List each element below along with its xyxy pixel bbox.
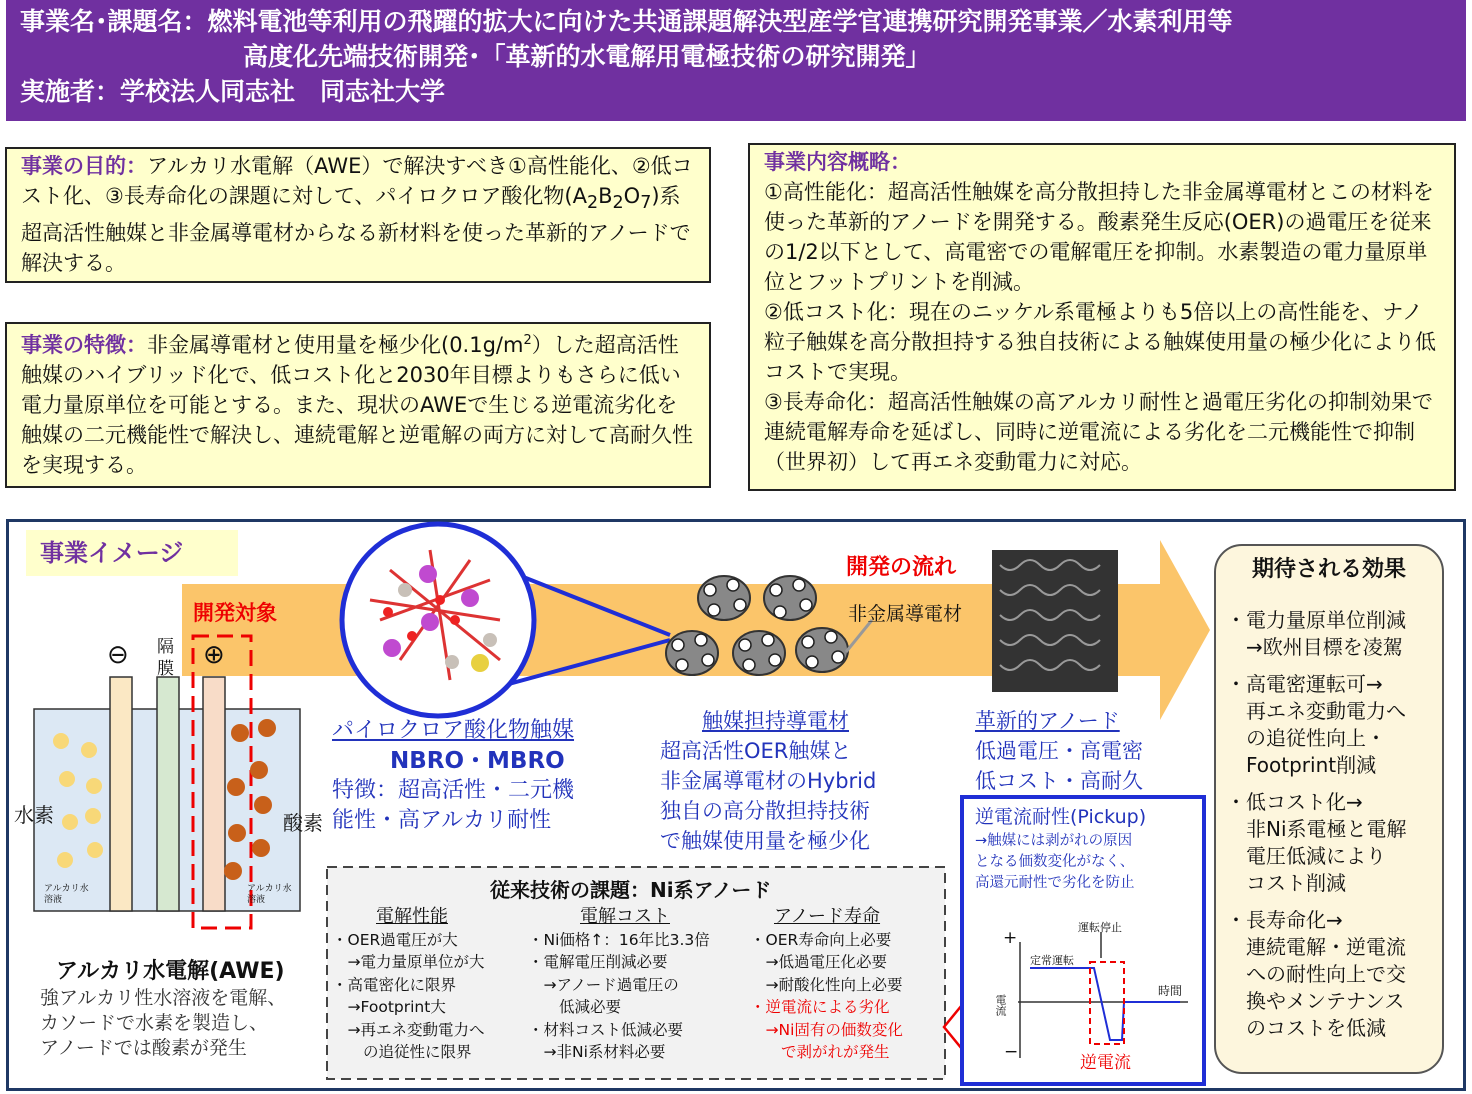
effects-box xyxy=(1214,544,1444,1074)
sub-2b: 2 xyxy=(612,193,624,214)
reverse-desc xyxy=(975,803,1199,894)
image-title: 事業イメージ xyxy=(26,530,238,576)
support-line-4: で触媒使用量を極少化 xyxy=(660,829,870,853)
overview-p2: ②低コスト化：現在のニッケル系電極よりも5倍以上の高性能を、ナノ粒子触媒を高分散担持する独自技術による触媒使用量の極少化により低コストで実現。 xyxy=(764,300,1436,384)
oxygen-label: 酸素 xyxy=(283,811,323,835)
purpose-label: 事業の目的： xyxy=(21,154,147,178)
sub-2a: 2 xyxy=(586,193,599,214)
graph-reverse: 逆電流 xyxy=(1080,1053,1131,1073)
support-title: 触媒担持導電材 xyxy=(702,709,849,733)
issues-col-3-head: アノード寿命 xyxy=(774,906,881,927)
anode-line-1: 低過電圧・高電密 xyxy=(975,739,1143,763)
issue-2-6: →非Ni系材料必要 xyxy=(528,1043,666,1061)
anode-title: 革新的アノード xyxy=(975,709,1120,733)
purpose-o: O xyxy=(623,184,641,208)
reverse-line-2: となる価数変化がなく、 xyxy=(975,854,1135,870)
graph-plus: + xyxy=(1003,928,1018,948)
graph-current: 電流 xyxy=(994,994,1007,1016)
effect-4-1: ・長寿命化→ xyxy=(1226,908,1343,932)
issues-col-1-head: 電解性能 xyxy=(376,906,448,927)
reverse-line-3: 高還元耐性で劣化を防止 xyxy=(975,875,1135,891)
awe-desc xyxy=(40,986,286,1061)
awe-desc-2: カソードで水素を製造し、 xyxy=(40,1012,269,1034)
graph-stop: 運転停止 xyxy=(1078,921,1122,934)
effect-3 xyxy=(1226,789,1432,897)
issue-3-6: で剥がれが発生 xyxy=(750,1043,890,1061)
target-label: 開発対象 xyxy=(193,597,277,627)
issue-1-4: →Footprint大 xyxy=(332,998,446,1016)
anode xyxy=(203,677,225,911)
issue-1-3: ・高電密化に限界 xyxy=(332,975,457,994)
support-line-2: 非金属導電材のHybrid xyxy=(660,769,877,793)
header-line1: 事業名･課題名：燃料電池等利用の飛躍的拡大に向けた共通課題解決型産学官連携研究開発事業／水素利用等 xyxy=(20,7,1233,36)
support-line-1: 超高活性OER触媒と xyxy=(660,739,852,763)
catalyst-desc xyxy=(332,716,574,836)
support-desc xyxy=(660,706,876,856)
issue-3-3: →耐酸化性向上必要 xyxy=(750,975,903,994)
flow-label: 開発の流れ xyxy=(846,555,957,580)
effect-3-4: コスト削減 xyxy=(1226,871,1346,895)
cathode xyxy=(110,677,132,911)
anode-desc xyxy=(975,706,1143,796)
issues-col-2-head: 電解コスト xyxy=(580,906,670,927)
anode-line-2: 低コスト・高耐久 xyxy=(975,769,1143,793)
separator-label-1: 隔 xyxy=(157,637,174,657)
awe-desc-1: 強アルカリ性水溶液を電解、 xyxy=(40,987,287,1009)
catalyst-feature-1: 特徴：超高活性・二元機 xyxy=(332,778,575,803)
graph-time: 時間 xyxy=(1158,984,1183,998)
issue-1-5: →再エネ変動電力へ xyxy=(332,1020,485,1039)
catalyst-feature-2: 能性・高アルカリ耐性 xyxy=(332,808,552,833)
reverse-title: 逆電流耐性(Pickup) xyxy=(975,806,1147,828)
overview-p3: ③長寿命化：超高活性触媒の高アルカリ耐性と過電圧劣化の抑制効果で連続電解寿命を延ばし、同時に逆電流による劣化を二元機能性で抑制（世界初）して再エネ変動電力に対応。 xyxy=(764,390,1433,474)
catalyst-title: パイロクロア酸化物触媒 xyxy=(332,718,575,743)
issue-3-1: ・OER寿命向上必要 xyxy=(750,930,892,949)
effect-4 xyxy=(1226,907,1432,1042)
issue-3-4: ・逆電流による劣化 xyxy=(750,998,890,1016)
effect-1 xyxy=(1226,607,1432,661)
issues-col-3 xyxy=(750,906,903,1064)
support-line-3: 独自の高分散担持技術 xyxy=(660,799,870,823)
issue-2-2: ・電解電圧削減必要 xyxy=(528,953,668,971)
alkaline-label-right: アルカリ水溶液 xyxy=(247,884,292,905)
effect-3-1: ・低コスト化→ xyxy=(1226,790,1363,814)
issue-2-5: ・材料コスト低減必要 xyxy=(528,1020,684,1039)
header-line2: 高度化先端技術開発･「革新的水電解用電極技術の研究開発」 xyxy=(243,42,931,71)
reverse-text xyxy=(975,831,1199,894)
effect-2-3: の追従性向上・ xyxy=(1226,726,1386,750)
purpose-b: B xyxy=(598,184,613,208)
minus-sign: ⊖ xyxy=(107,640,129,670)
effect-4-3: への耐性向上で交 xyxy=(1226,962,1406,986)
feature-sup: 2 xyxy=(523,333,532,348)
issue-1-6: の追従性に限界 xyxy=(332,1043,472,1061)
catalyst-name: NBRO・MBRO xyxy=(390,748,565,774)
issue-3-5: →Ni固有の価数変化 xyxy=(750,1020,903,1039)
issue-2-3: →アノード過電圧の xyxy=(528,975,679,994)
purpose-text2: )系超高活性触媒と非金属導電材からなる新材料を使った革新的アノードで解決する。 xyxy=(21,184,691,276)
effect-3-3: 電圧低減により xyxy=(1226,844,1386,868)
effect-3-2: 非Ni系電極と電解 xyxy=(1226,817,1407,841)
issues-col-1 xyxy=(332,906,485,1064)
separator-label-2: 膜 xyxy=(157,659,174,679)
effect-2-4: Footprint削減 xyxy=(1226,753,1377,777)
sub-7: 7 xyxy=(640,193,652,214)
issue-1-1: ・OER過電圧が大 xyxy=(332,930,458,949)
nonmetal-label: 非金属導電材 xyxy=(848,603,963,625)
effect-2-1: ・高電密運転可→ xyxy=(1226,672,1383,696)
effect-2 xyxy=(1226,671,1432,779)
alkaline-label-left: アルカリ水溶液 xyxy=(44,884,89,905)
effect-4-2: 連続電解・逆電流 xyxy=(1226,935,1406,959)
reverse-line-1: →触媒には剥がれの原因 xyxy=(975,833,1133,849)
overview-label: 事業内容概略： xyxy=(764,150,911,174)
feature-text: 非金属導電材と使用量を極少化(0.1g/m xyxy=(147,333,524,357)
header-line3: 実施者：学校法人同志社 同志社大学 xyxy=(20,77,446,106)
overview-p1: ①高性能化：超高活性触媒を高分散担持した非金属導電材とこの材料を使った革新的アノードを開発する。酸素発生反応(OER)の過電圧を従来の1/2以下として、高電密での電解電圧を抑制。水素製造の電力量原単位とフットプリントを削減。 xyxy=(764,180,1434,294)
awe-desc-3: アノードでは酸素が発生 xyxy=(40,1037,247,1059)
issue-2-1: ・Ni価格↑：16年比3.3倍 xyxy=(528,930,710,949)
issues-col-2 xyxy=(528,906,710,1064)
effect-1-1: ・電力量原単位削減 xyxy=(1226,608,1406,632)
separator xyxy=(157,677,179,911)
issue-3-2: →低過電圧化必要 xyxy=(750,953,887,971)
issue-1-2: →電力量原単位が大 xyxy=(332,953,485,971)
effect-1-2: →欧州目標を凌駕 xyxy=(1226,635,1403,659)
feature-label: 事業の特徴： xyxy=(21,333,147,357)
issue-2-4: 低減必要 xyxy=(528,998,622,1016)
feature-text2: ）した超高活性触媒のハイブリッド化で、低コスト化と2030年目標よりもさらに低い電力量原単位を可能とする。また、現状のAWEで生じる逆電流劣化を触媒の二元機能性で解決し、連続電解と逆電解の両方に対して高耐久性を実現する。 xyxy=(21,333,693,477)
effect-4-5: のコストを低減 xyxy=(1226,1016,1386,1040)
plus-sign: ⊕ xyxy=(203,640,225,670)
effect-2-2: 再エネ変動電力へ xyxy=(1226,699,1406,723)
effects-title: 期待される効果 xyxy=(1251,557,1406,582)
purpose-text: アルカリ水電解（AWE）で解決すべき①高性能化、②低コスト化、③長寿命化の課題に対して、パイロクロア酸化物(A xyxy=(21,154,693,208)
hydrogen-label: 水素 xyxy=(14,803,54,827)
graph-minus: − xyxy=(1004,1042,1019,1062)
effect-4-4: 換やメンテナンス xyxy=(1226,989,1405,1013)
issues-title: 従来技術の課題：Ni系アノード xyxy=(490,878,772,902)
graph-const: 定常運転 xyxy=(1030,954,1074,967)
awe-title: アルカリ水電解(AWE) xyxy=(56,959,285,984)
